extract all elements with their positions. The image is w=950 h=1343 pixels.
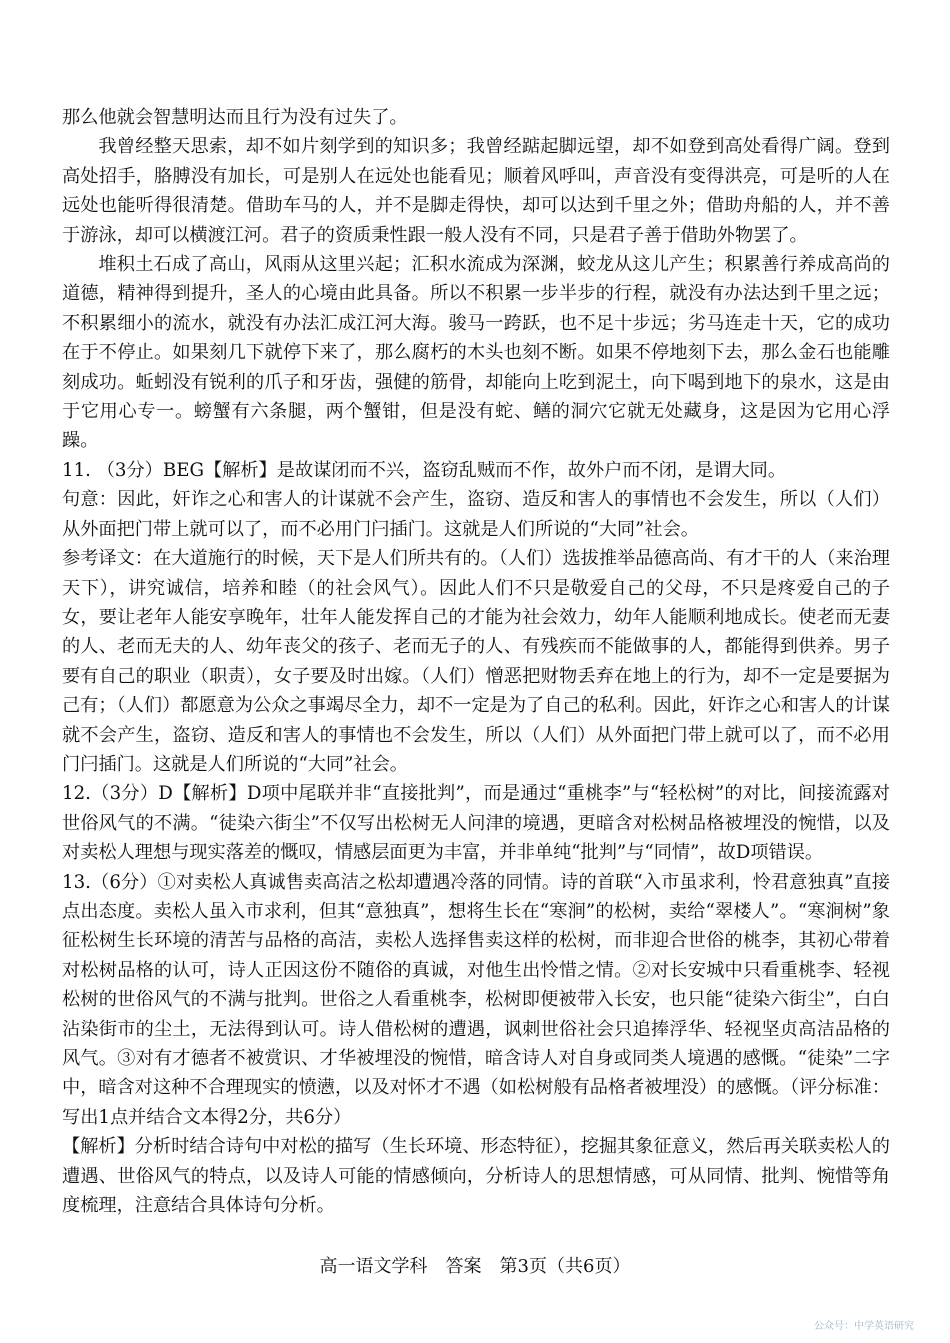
page-footer: 高一语文学科 答案 第3页（共6页）	[319, 1256, 631, 1277]
question-12-answer: 12.（3分）D【解析】D项中尾联并非“直接批判”，而是通过“重桃李”与“轻松树”的对比，间接流露对世俗风气的不满。“徒染六街尘”不仅写出松树无人问津的境遇，更暗含对松树品格被埋没的惋惜，以及对卖松人理想与现实落差的慨叹，情感层面更为丰富，并非单纯“批判”与“同情”，故D项错误。	[62, 783, 890, 864]
translation-paragraph-1: 那么他就会智慧明达而且行为没有过失了。	[62, 107, 408, 128]
question-13-answer: 13.（6分）①对卖松人真诚售卖高洁之松却遭遇冷落的同情。诗的首联“入市虽求利，怜君意独真”直接点出态度。卖松人虽入市求利，但其“意独真”，想将生长在“寒涧”的松树，卖给“翠楼人”。“寒涧树”象征松树生长环境的清苦与品格的高洁，卖松人选择售卖这样的松树，而非迎合世俗的桃李，其初心带着对松树品格的认可，诗人正因这份不随俗的真诚，对他生出怜惜之情。②对长安城中只看重桃李、轻视松树的世俗风气的不满与批判。世俗之人看重桃李，松树即便被带入长安，也只能“徒染六街尘”，白白沾染街市的尘土，无法得到认可。诗人借松树的遭遇，讽刺世俗社会只追捧浮华、轻视坚贞高洁品格的风气。③对有才德者不被赏识、才华被埋没的惋惜，暗含诗人对自身或同类人境遇的感慨。“徒染”二字中，暗含对这种不合理现实的愤懑，以及对怀才不遇（如松树般有品格者被埋没）的感慨。（评分标准：写出1点并结合文本得2分，共6分）	[62, 871, 890, 1128]
question-11-meaning: 句意：因此，奸诈之心和害人的计谋就不会产生，盗窃、造反和害人的事情也不会发生，所以（人们）从外面把门带上就可以了，而不必用门闩插门。这就是人们所说的“大同”社会。	[62, 489, 890, 540]
answer-content	[62, 103, 890, 1220]
question-11-translation: 参考译文：在大道施行的时候，天下是人们所共有的。（人们）选拔推举品德高尚、有才干的人（来治理天下），讲究诚信，培养和睦（的社会风气）。因此人们不只是敬爱自己的父母，不只是疼爱自己的子女，要让老年人能安享晚年，壮年人能发挥自己的才能为社会效力，幼年人能顺利地成长。使老而无妻的人、老而无夫的人、幼年丧父的孩子、老而无子的人、有残疾而不能做事的人，都能得到供养。男子要有自己的职业（职责），女子要及时出嫁。（人们）憎恶把财物丢弃在地上的行为，却不一定是要据为己有；（人们）都愿意为公众之事竭尽全力，却不一定是为了自己的私利。因此，奸诈之心和害人的计谋就不会产生，盗窃、造反和害人的事情也不会发生，所以（人们）从外面把门带上就可以了，而不必用门闩插门。这就是人们所说的“大同”社会。	[62, 548, 890, 775]
question-11-answer: 11. （3分）BEG【解析】是故谋闭而不兴，盗窃乱贼而不作，故外户而不闭，是谓大同。	[62, 459, 787, 481]
question-13-analysis: 【解析】分析时结合诗句中对松的描写（生长环境、形态特征），挖掘其象征意义，然后再关联卖松人的遭遇、世俗风气的特点，以及诗人可能的情感倾向，分析诗人的思想情感，可从同情、批判、惋惜等角度梳理，注意结合具体诗句分析。	[62, 1136, 890, 1217]
translation-paragraph-3: 堆积土石成了高山，风雨从这里兴起；汇积水流成为深渊，蛟龙从这儿产生；积累善行养成高尚的道德，精神得到提升，圣人的心境由此具备。所以不积累一步半步的行程，就没有办法达到千里之远；不积累细小的流水，就没有办法汇成江河大海。骏马一跨跃，也不足十步远；劣马连走十天，它的成功在于不停止。如果刻几下就停下来了，那么腐朽的木头也刻不断。如果不停地刻下去，那么金石也能雕刻成功。蚯蚓没有锐利的爪子和牙齿，强健的筋骨，却能向上吃到泥土，向下喝到地下的泉水，这是由于它用心专一。螃蟹有六条腿，两个蟹钳，但是没有蛇、鳝的洞穴它就无处藏身，这是因为它用心浮躁。	[62, 254, 890, 452]
watermark-text: 公众号：中学英语研究	[814, 1321, 914, 1332]
translation-paragraph-2: 我曾经整天思索，却不如片刻学到的知识多；我曾经踮起脚远望，却不如登到高处看得广阔。登到高处招手，胳膊没有加长，可是别人在远处也能看见；顺着风呼叫，声音没有变得洪亮，可是听的人在远处也能听得很清楚。借助车马的人，并不是脚走得快，却可以达到千里之外；借助舟船的人，并不善于游泳，却可以横渡江河。君子的资质秉性跟一般人没有不同，只是君子善于借助外物罢了。	[62, 136, 890, 246]
